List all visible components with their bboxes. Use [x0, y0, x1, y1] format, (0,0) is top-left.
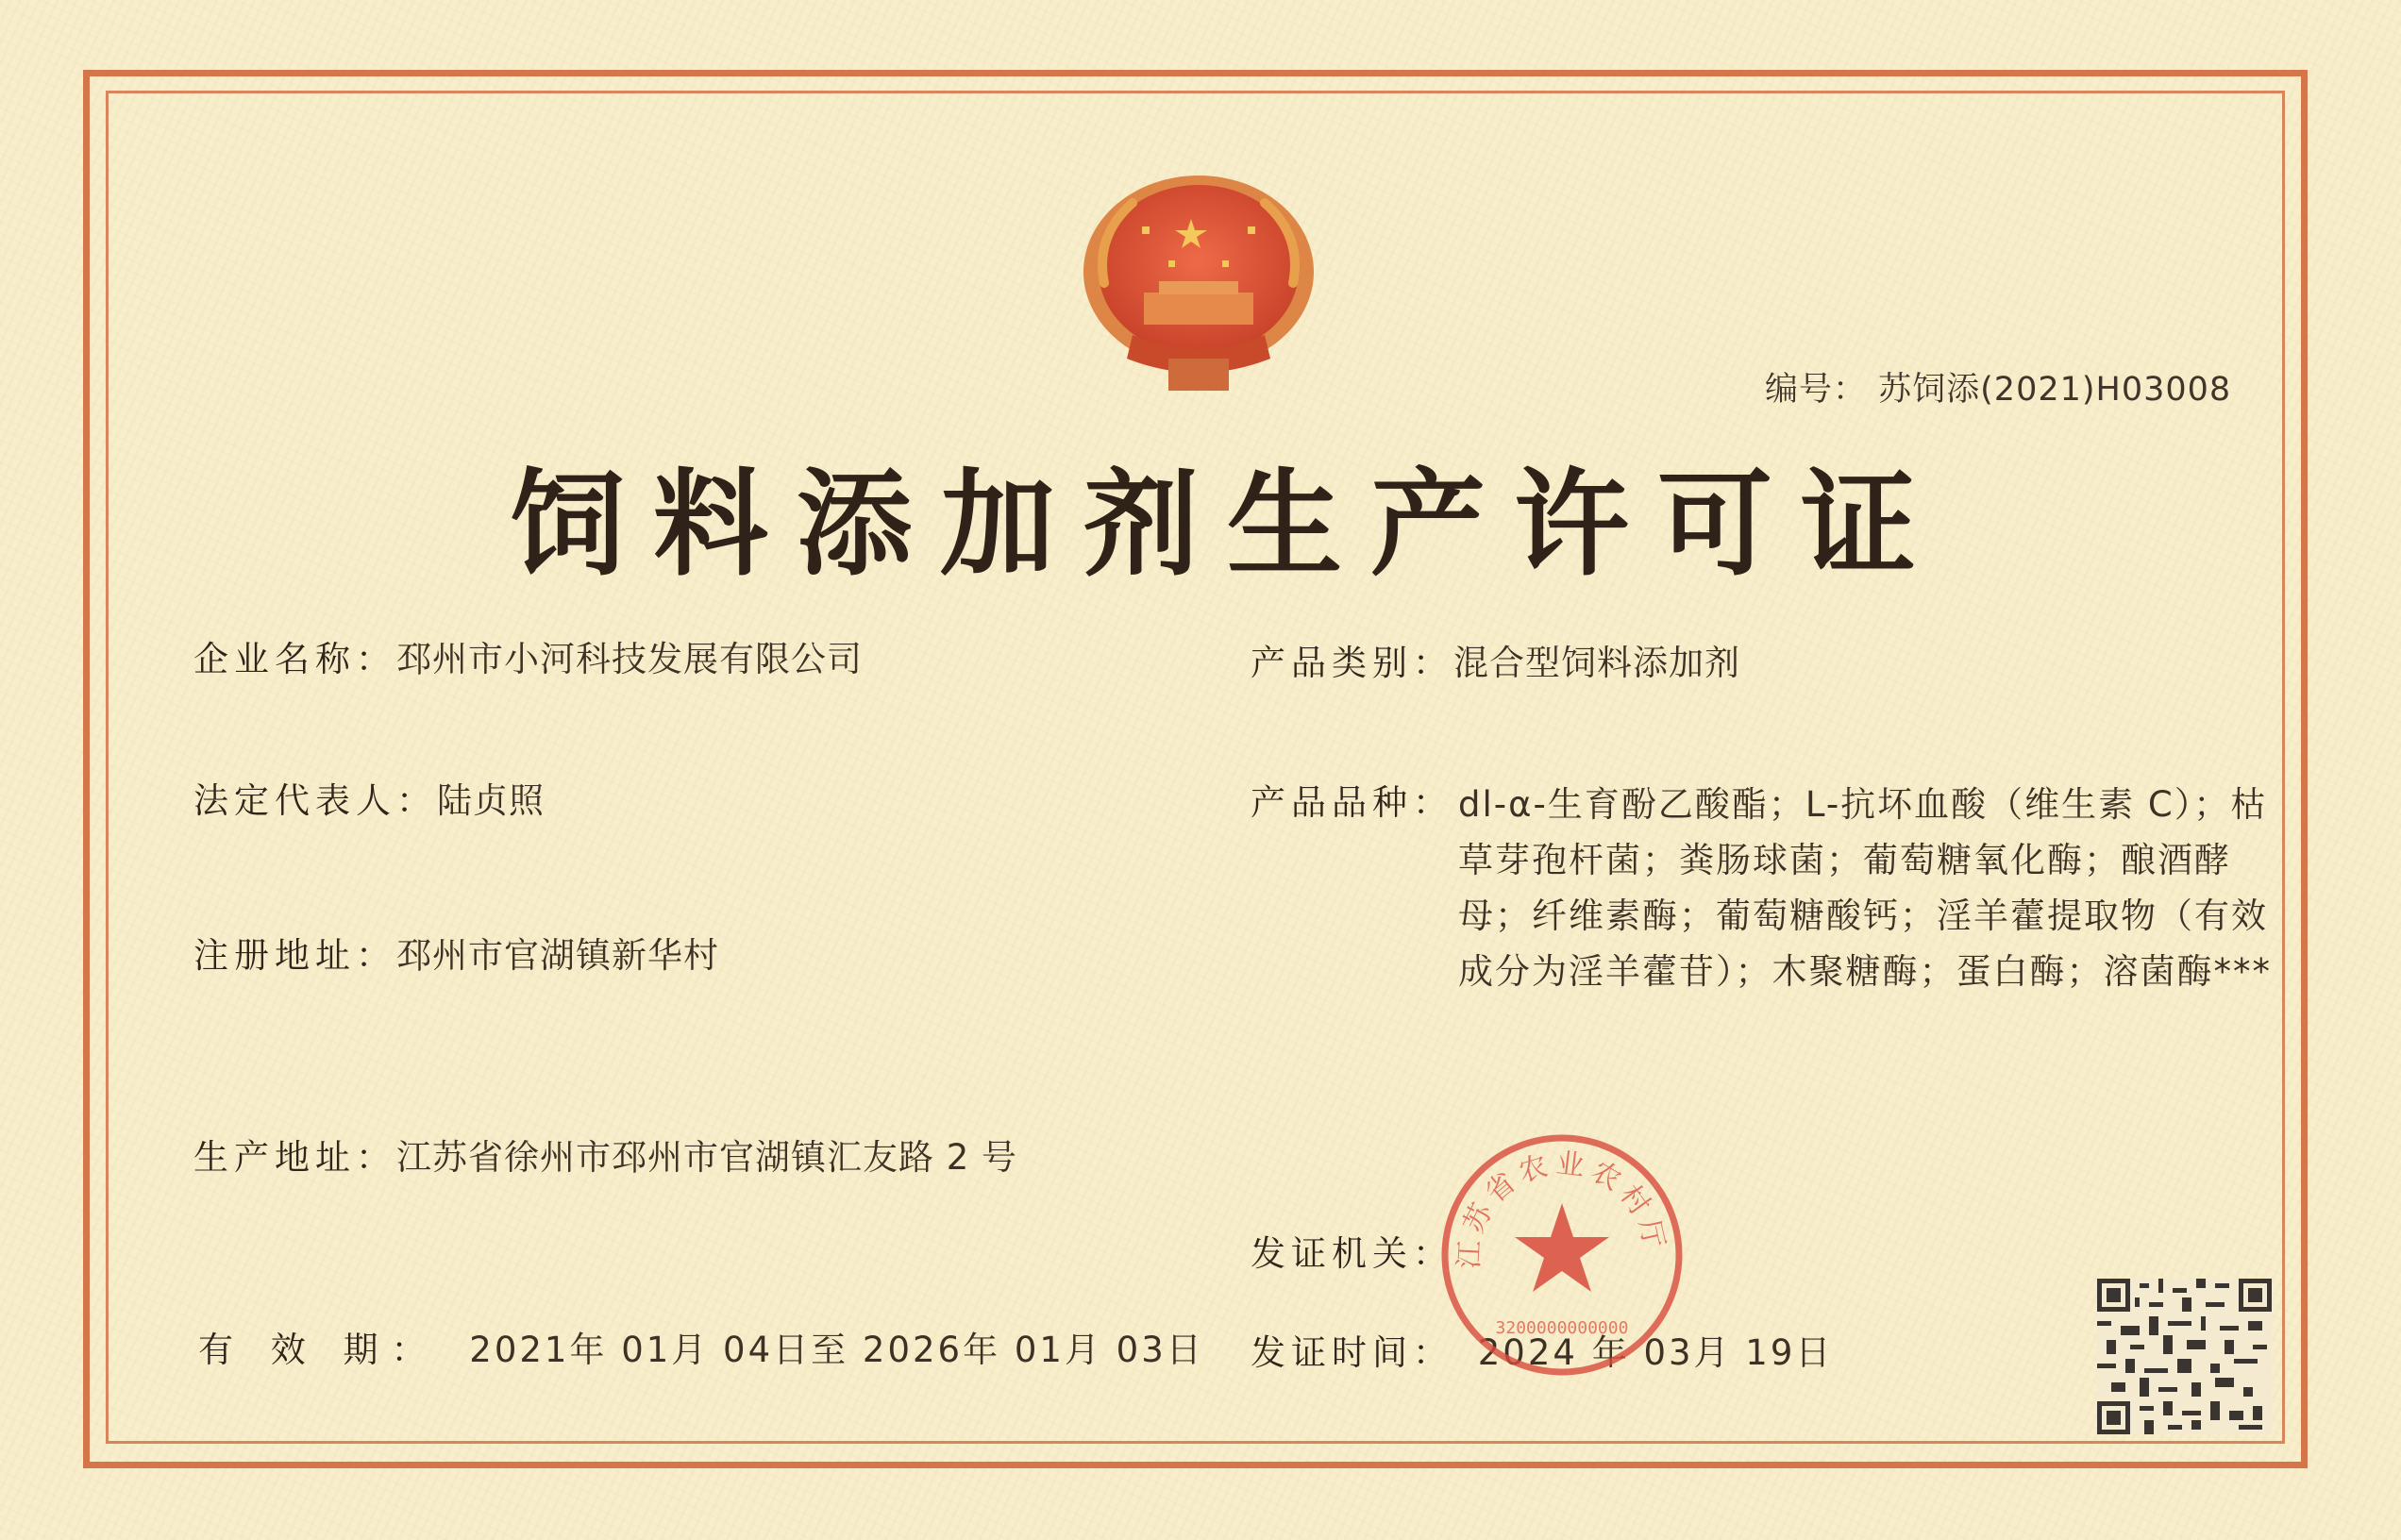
company-label: 企业名称：	[193, 639, 396, 679]
seal-text: 江苏省农业农村厅	[1452, 1147, 1672, 1270]
prod-address-label: 生产地址：	[193, 1137, 396, 1178]
serial-label: 编号：	[1765, 371, 1868, 409]
varieties-value: dl-α-生育酚乙酸酯；L-抗坏血酸（维生素 C）；枯草芽孢杆菌；粪肠球菌；葡萄糖氧化酶；酿酒酵母；纤维素酶；葡萄糖酸钙；淫羊藿提取物（有效成分为淫羊藿苷）；木聚糖酶；蛋白酶；溶菌酶***	[1458, 784, 2272, 992]
issuer-field	[1251, 1225, 1453, 1276]
page-title: 饲料添加剂生产许可证	[510, 456, 1944, 592]
reg-address-label: 注册地址：	[193, 935, 396, 976]
legal-rep-field	[193, 772, 545, 823]
prod-address-field	[193, 1129, 1017, 1180]
reg-address-field	[193, 927, 719, 978]
validity-label: 有 效 期：	[198, 1330, 440, 1370]
seal-code: 3200000000000	[1495, 1318, 1629, 1338]
company-field	[193, 630, 863, 681]
varieties-label: 产品品种：	[1251, 782, 1453, 823]
qr-code-icon	[2097, 1279, 2272, 1434]
legal-rep-value: 陆贞照	[437, 780, 545, 821]
varieties-field	[1251, 774, 1453, 825]
reg-address-value: 邳州市官湖镇新华村	[396, 935, 719, 976]
category-label: 产品类别：	[1251, 643, 1453, 683]
official-seal-icon	[1435, 1128, 1689, 1382]
company-value: 邳州市小河科技发展有限公司	[396, 639, 863, 679]
category-field	[1251, 634, 1740, 685]
national-emblem-icon	[1076, 170, 1321, 396]
issue-date-label: 发证时间：	[1251, 1332, 1453, 1373]
prod-address-value: 江苏省徐州市邳州市官湖镇汇友路 2 号	[396, 1137, 1018, 1178]
validity-value: 2021年 01月 04日至 2026年 01月 03日	[469, 1330, 1204, 1370]
serial-number	[1765, 363, 2231, 410]
validity-field	[198, 1321, 1204, 1372]
legal-rep-label: 法定代表人：	[193, 780, 437, 821]
category-value: 混合型饲料添加剂	[1453, 643, 1740, 683]
serial-value: 苏饲添(2021)H03008	[1878, 371, 2232, 409]
issuer-label: 发证机关：	[1251, 1233, 1453, 1274]
issue-date-value: 2024 年 03月 19日	[1477, 1332, 1834, 1373]
